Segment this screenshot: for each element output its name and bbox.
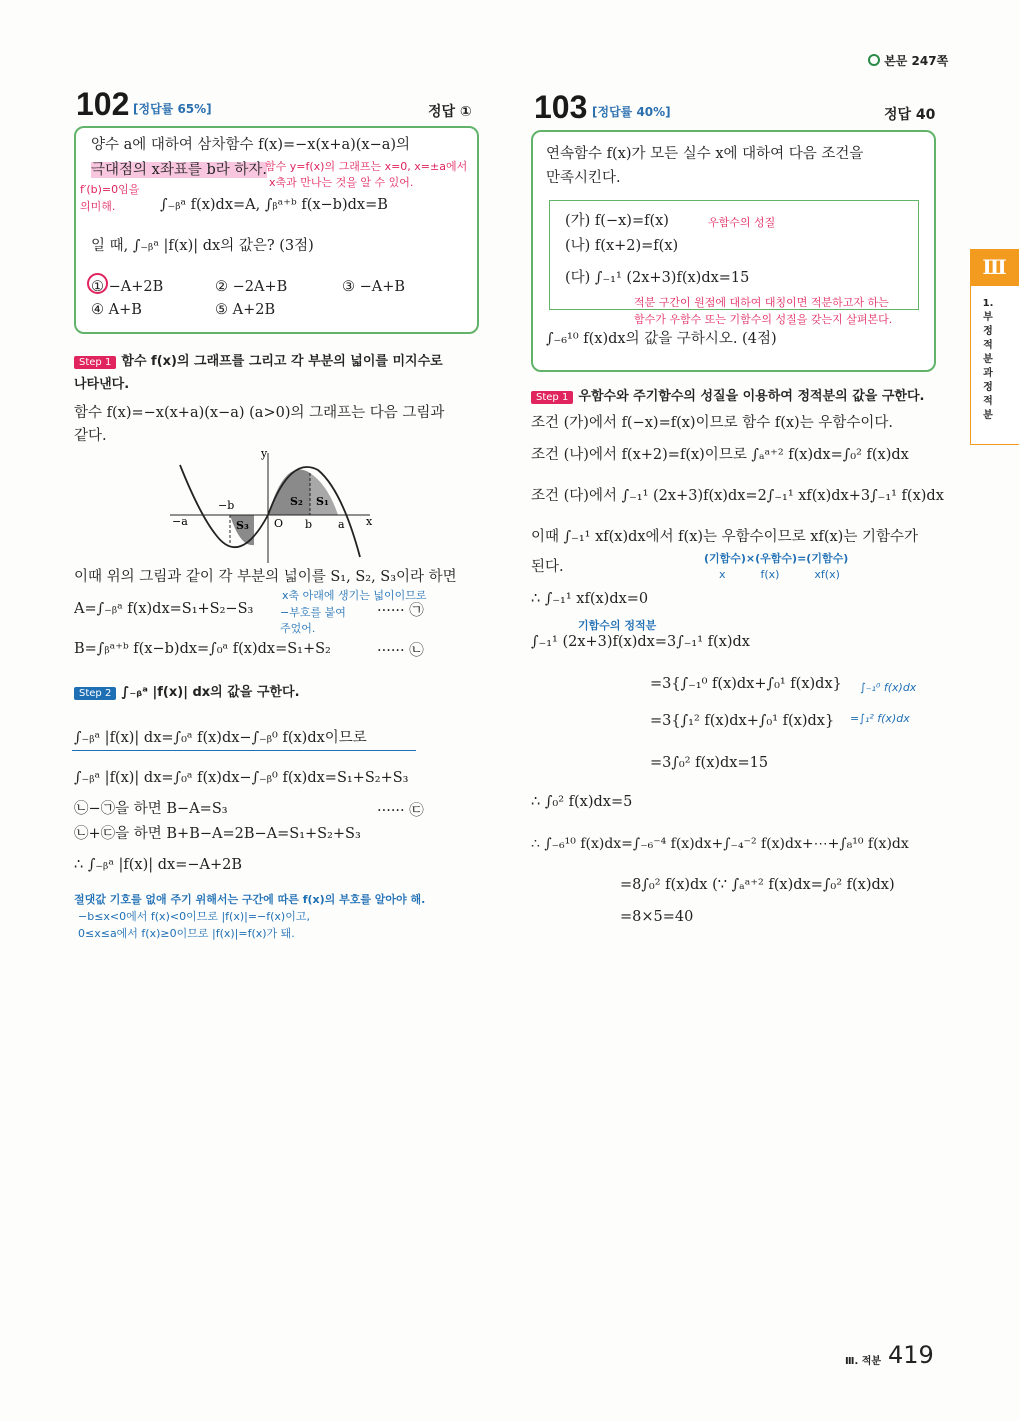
l102-2: ∫₋ᵦᵃ |f(x)| dx=∫₀ᵃ f(x)dx−∫₋ᵦ⁰ f(x)dx=S₁+S₂+S₃ — [74, 770, 409, 786]
eq-a: A=∫₋ᵦᵃ f(x)dx=S₁+S₂−S₃ — [74, 601, 254, 617]
eq-a-note2: −부호를 붙여 — [280, 606, 346, 619]
area-s1 — [310, 473, 338, 515]
label-y: y — [261, 447, 268, 460]
page-ref — [868, 52, 948, 69]
l102-5: ∴ ∫₋ᵦᵃ |f(x)| dx=−A+2B — [74, 857, 243, 873]
step2-title: ∫₋ᵦᵃ |f(x)| dx의 값을 구한다. — [121, 685, 300, 700]
choice-4: ④ A+B — [91, 302, 142, 318]
label-s1: S₁ — [316, 495, 329, 508]
r103-6: ∴ ∫₋₁¹ xf(x)dx=0 — [531, 591, 649, 607]
r103-11: ∴ ∫₀² f(x)dx=5 — [531, 794, 633, 810]
tab-char: 과 — [983, 368, 993, 379]
q102-left-note2: 의미해. — [80, 200, 116, 213]
label-s2: S₂ — [290, 495, 303, 508]
q102-line4: 일 때, ∫₋ᵦᵃ |f(x)| dx의 값은? (3점) — [91, 238, 314, 254]
label-b: b — [305, 518, 313, 531]
l102-4: ㉡+㉢을 하면 B+B−A=2B−A=S₁+S₂+S₃ — [74, 826, 361, 842]
circle-icon — [868, 54, 880, 66]
cond-da-note1: 적분 구간이 원점에 대하여 대칭이면 적분하고자 하는 — [634, 296, 889, 309]
r103-4-note1: (기함수)×(우함수)=(기함수) — [704, 552, 849, 565]
q102-note1: 함수 y=f(x)의 그래프는 x=0, x=±a에서 — [265, 160, 468, 173]
r103-4: 이때 ∫₋₁¹ xf(x)dx에서 f(x)는 우함수이므로 xf(x)는 기함수가 — [531, 529, 918, 545]
label-o: O — [274, 517, 284, 530]
eq-a-note1: x축 아래에 생기는 넓이이므로 — [282, 589, 427, 602]
r103-14: =8×5=40 — [620, 909, 694, 925]
choice-2: ② −2A+B — [215, 279, 288, 295]
underline-l1 — [72, 750, 416, 751]
page-number: 419 — [888, 1341, 934, 1369]
r103-7: ∫₋₁¹ (2x+3)f(x)dx=3∫₋₁¹ f(x)dx — [531, 634, 750, 650]
r103-6-note: 기함수의 정적분 — [578, 619, 657, 632]
q103-line2: 만족시킨다. — [546, 170, 621, 186]
q103-line3: ∫₋₆¹⁰ f(x)dx의 값을 구하시오. (4점) — [546, 331, 777, 347]
choice-1: ① −A+2B — [91, 279, 164, 295]
r103-2: 조건 (나)에서 f(x+2)=f(x)이므로 ∫ₐᵃ⁺² f(x)dx=∫₀² f(x)dx — [531, 447, 909, 463]
l102-1: ∫₋ᵦᵃ |f(x)| dx=∫₀ᵃ f(x)dx−∫₋ᵦ⁰ f(x)dx이므로 — [74, 730, 367, 746]
q102-highlight: 극대점의 x좌표를 b라 하자. — [91, 162, 267, 178]
r103-9: =3{∫₁² f(x)dx+∫₀¹ f(x)dx} — [650, 713, 835, 729]
label-minus-b: −b — [218, 499, 235, 512]
l102-3-tag: ······ ㉢ — [377, 803, 424, 819]
step1-badge: Step 1 — [74, 356, 116, 369]
eq-b-tag: ······ ㉡ — [377, 643, 424, 659]
page-ref-text: 본문 247쪽 — [884, 54, 949, 68]
label-x: x — [366, 515, 373, 528]
q102-line1: 양수 a에 대하여 삼차함수 f(x)=−x(x+a)(x−a)의 — [91, 137, 411, 153]
tab-char: 적 — [983, 340, 993, 351]
label-a: a — [338, 518, 345, 531]
eq-a-tag: ······ ㉠ — [377, 603, 424, 619]
cond-da: (다) ∫₋₁¹ (2x+3)f(x)dx=15 — [565, 270, 750, 286]
footer-chapter: Ⅲ. 적분 — [845, 1356, 882, 1367]
q103-line1: 연속함수 f(x)가 모든 실수 x에 대하여 다음 조건을 — [546, 146, 864, 162]
cond-ga: (가) f(−x)=f(x) — [565, 213, 669, 229]
tab-char: 분 — [983, 410, 993, 421]
r103-5: 된다. — [531, 559, 564, 575]
eq-a-note3: 주었어. — [280, 622, 316, 635]
bottom-note3: 0≤x≤a에서 f(x)≥0이므로 |f(x)|=f(x)가 돼. — [78, 927, 295, 940]
r103-8-note: ∫₋₁⁰ f(x)dx — [860, 681, 917, 694]
eq-b: B=∫ᵦᵃ⁺ᵇ f(x−b)dx=∫₀ᵃ f(x)dx=S₁+S₂ — [74, 641, 331, 657]
step1-103-title: 우함수와 주기함수의 성질을 이용하여 정적분의 값을 구한다. — [578, 389, 925, 404]
tab-char: 1. — [982, 298, 994, 309]
r103-10: =3∫₀² f(x)dx=15 — [650, 755, 769, 771]
cubic-graph — [160, 445, 385, 570]
q102-note2: x축과 만나는 것을 알 수 있어. — [269, 176, 414, 189]
tab-char: 부 — [983, 312, 993, 323]
problem-103-answer: 정답 40 — [884, 107, 936, 123]
r103-8: =3{∫₋₁⁰ f(x)dx+∫₀¹ f(x)dx} — [650, 676, 842, 692]
label-s3: S₃ — [236, 519, 249, 532]
q102-left-note1: f′(b)=0임을 — [80, 183, 140, 196]
step1-103-badge: Step 1 — [531, 391, 573, 404]
s102-line3: 이때 위의 그림과 같이 각 부분의 넓이를 S₁, S₂, S₃이라 하면 — [74, 569, 457, 585]
section-tab-label — [976, 297, 1000, 423]
cond-ga-note: 우함수의 성질 — [708, 216, 776, 229]
step2-102-header — [74, 681, 300, 700]
step1-title: 함수 f(x)의 그래프를 그리고 각 부분의 넓이를 미지수로 — [121, 354, 443, 369]
s102-line1: 함수 f(x)=−x(x+a)(x−a) (a>0)의 그래프는 다음 그림과 — [74, 405, 445, 421]
r103-12: ∴ ∫₋₆¹⁰ f(x)dx=∫₋₆⁻⁴ f(x)dx+∫₋₄⁻² f(x)dx+⋯+∫₈¹⁰ f(x)dx — [531, 836, 909, 852]
s102-line2: 같다. — [74, 428, 107, 444]
problem-103-rate: [정답률 40%] — [592, 105, 671, 119]
q102-line2 — [91, 158, 267, 182]
r103-1: 조건 (가)에서 f(−x)=f(x)이므로 함수 f(x)는 우함수이다. — [531, 415, 893, 431]
problem-102-answer: 정답 ① — [428, 104, 472, 120]
tab-char: 분 — [983, 354, 993, 365]
cond-na: (나) f(x+2)=f(x) — [565, 238, 679, 254]
problem-103-number: 103 — [534, 89, 588, 125]
step1-title-cont: 나타낸다. — [74, 377, 130, 392]
check-mark-icon — [87, 273, 108, 294]
cond-da-note2: 함수가 우함수 또는 기함수의 성질을 갖는지 살펴본다. — [634, 313, 893, 326]
choice-5: ⑤ A+2B — [215, 302, 276, 318]
q102-line3: ∫₋ᵦᵃ f(x)dx=A, ∫ᵦᵃ⁺ᵇ f(x−b)dx=B — [160, 197, 388, 213]
bottom-note1: 절댓값 기호를 없애 주기 위해서는 구간에 따른 f(x)의 부호를 알아야 해. — [74, 893, 426, 906]
r103-4-note2: x f(x) xf(x) — [719, 568, 840, 581]
r103-3: 조건 (다)에서 ∫₋₁¹ (2x+3)f(x)dx=2∫₋₁¹ xf(x)dx+3∫₋₁¹ f(x)dx — [531, 488, 944, 504]
tab-char: 적 — [983, 396, 993, 407]
r103-13: =8∫₀² f(x)dx (∵ ∫ₐᵃ⁺² f(x)dx=∫₀² f(x)dx) — [620, 877, 895, 893]
tab-char: 정 — [983, 382, 993, 393]
step1-103-header — [531, 385, 924, 404]
l102-3: ㉡−㉠을 하면 B−A=S₃ — [74, 801, 228, 817]
problem-102-rate: [정답률 65%] — [133, 102, 212, 116]
step2-badge: Step 2 — [74, 687, 116, 700]
choice-3: ③ −A+B — [342, 279, 406, 295]
bottom-note2: −b≤x<0에서 f(x)<0이므로 |f(x)|=−f(x)이고, — [78, 910, 310, 923]
r103-9-note: =∫₁² f(x)dx — [850, 712, 910, 725]
label-minus-a: −a — [172, 515, 188, 528]
chapter-tab: Ⅲ — [970, 249, 1019, 285]
tab-char: 정 — [983, 326, 993, 337]
problem-102-number: 102 — [76, 86, 130, 122]
step1-102-header — [74, 350, 443, 369]
